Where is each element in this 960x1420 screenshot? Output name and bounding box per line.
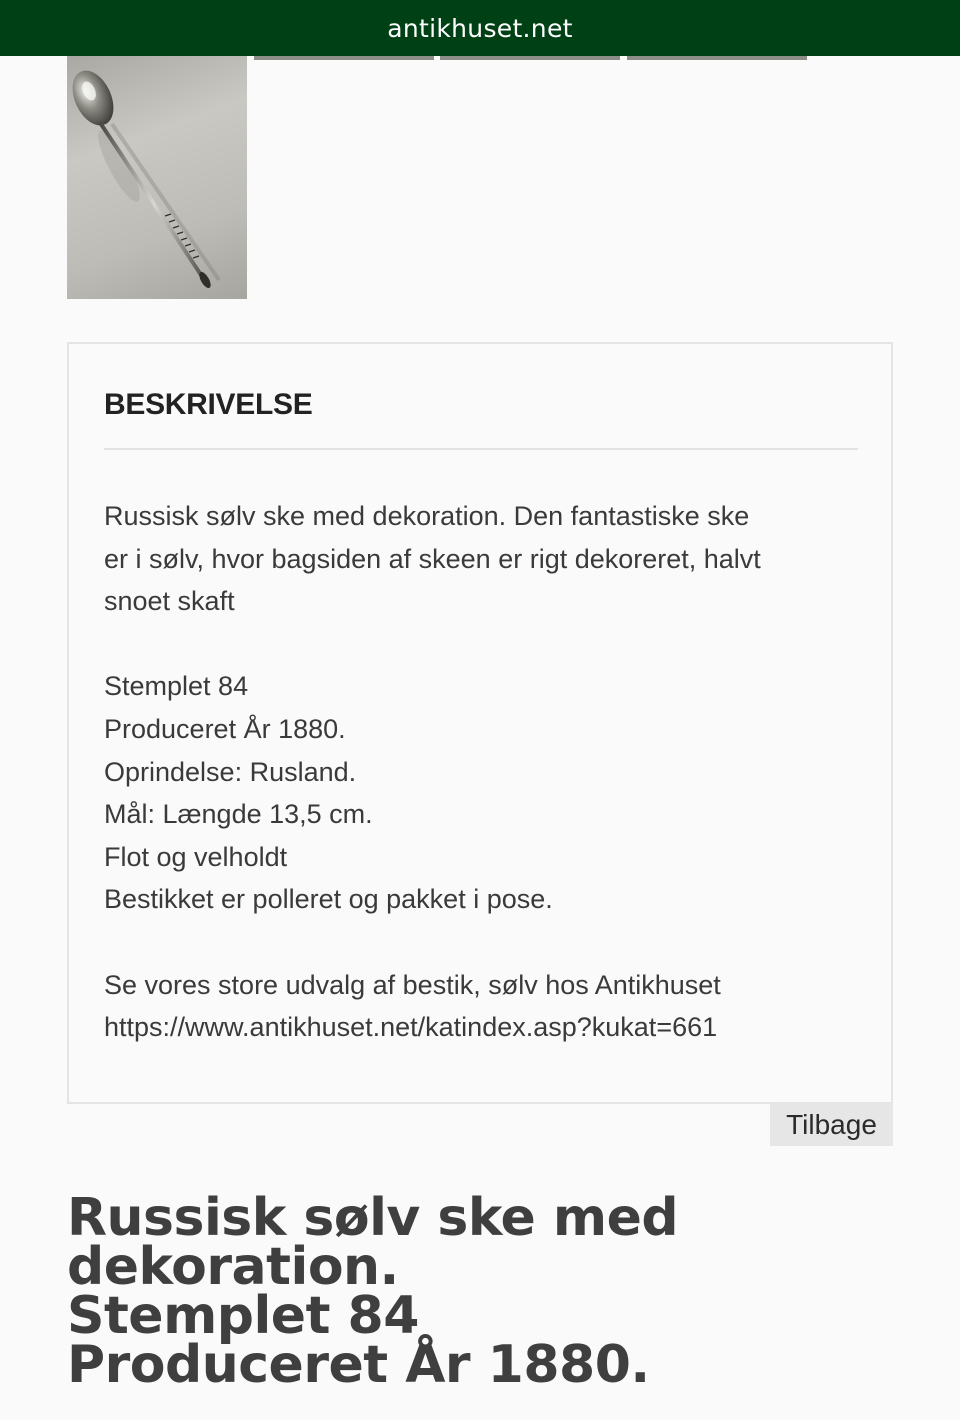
details-list	[104, 665, 824, 921]
spoon-image	[67, 56, 247, 299]
description-line: er i sølv, hvor bagsiden af skeen er rigt dekoreret, halvt	[104, 543, 761, 574]
description-line: Russisk sølv ske med dekoration. Den fantastiske ske	[104, 501, 750, 531]
description-line: snoet skaft	[104, 586, 235, 617]
description-paragraph	[104, 495, 824, 623]
detail-stamp: Stemplet 84	[104, 671, 249, 702]
product-image-thumbnail-4[interactable]	[627, 56, 807, 60]
detail-packaging: Bestikket er polleret og pakket i pose.	[104, 884, 553, 915]
product-image-thumbnail-3[interactable]	[440, 56, 620, 60]
detail-origin: Oprindelse: Rusland.	[104, 756, 357, 787]
site-header	[0, 0, 960, 56]
product-title-line: dekoration.	[67, 1237, 399, 1297]
spacer	[104, 623, 824, 666]
description-body	[104, 495, 824, 1049]
promo-link: https://www.antikhuset.net/katindex.asp?kukat=661	[104, 1012, 718, 1043]
image-gallery	[67, 56, 827, 306]
site-name: antikhuset.net	[387, 13, 573, 43]
detail-year: Produceret År 1880.	[104, 713, 346, 744]
promo-text: Se vores store udvalg af bestik, sølv hos Antikhuset	[104, 969, 721, 1000]
description-panel	[67, 342, 893, 1104]
product-image-thumbnail[interactable]	[67, 56, 247, 299]
product-title	[67, 1188, 887, 1395]
description-heading: BESKRIVELSE	[104, 388, 313, 421]
product-title-line: Produceret År 1880.	[67, 1335, 650, 1395]
detail-dimensions: Mål: Længde 13,5 cm.	[104, 799, 373, 830]
product-title-line: Russisk sølv ske med	[67, 1188, 679, 1248]
back-button[interactable]: Tilbage	[770, 1103, 893, 1146]
divider	[104, 448, 858, 450]
spacer	[104, 921, 824, 964]
detail-condition: Flot og velholdt	[104, 841, 288, 872]
product-image-thumbnail-2[interactable]	[254, 56, 434, 60]
promo-block	[104, 964, 824, 1049]
product-title-line: Stemplet 84	[67, 1286, 419, 1346]
